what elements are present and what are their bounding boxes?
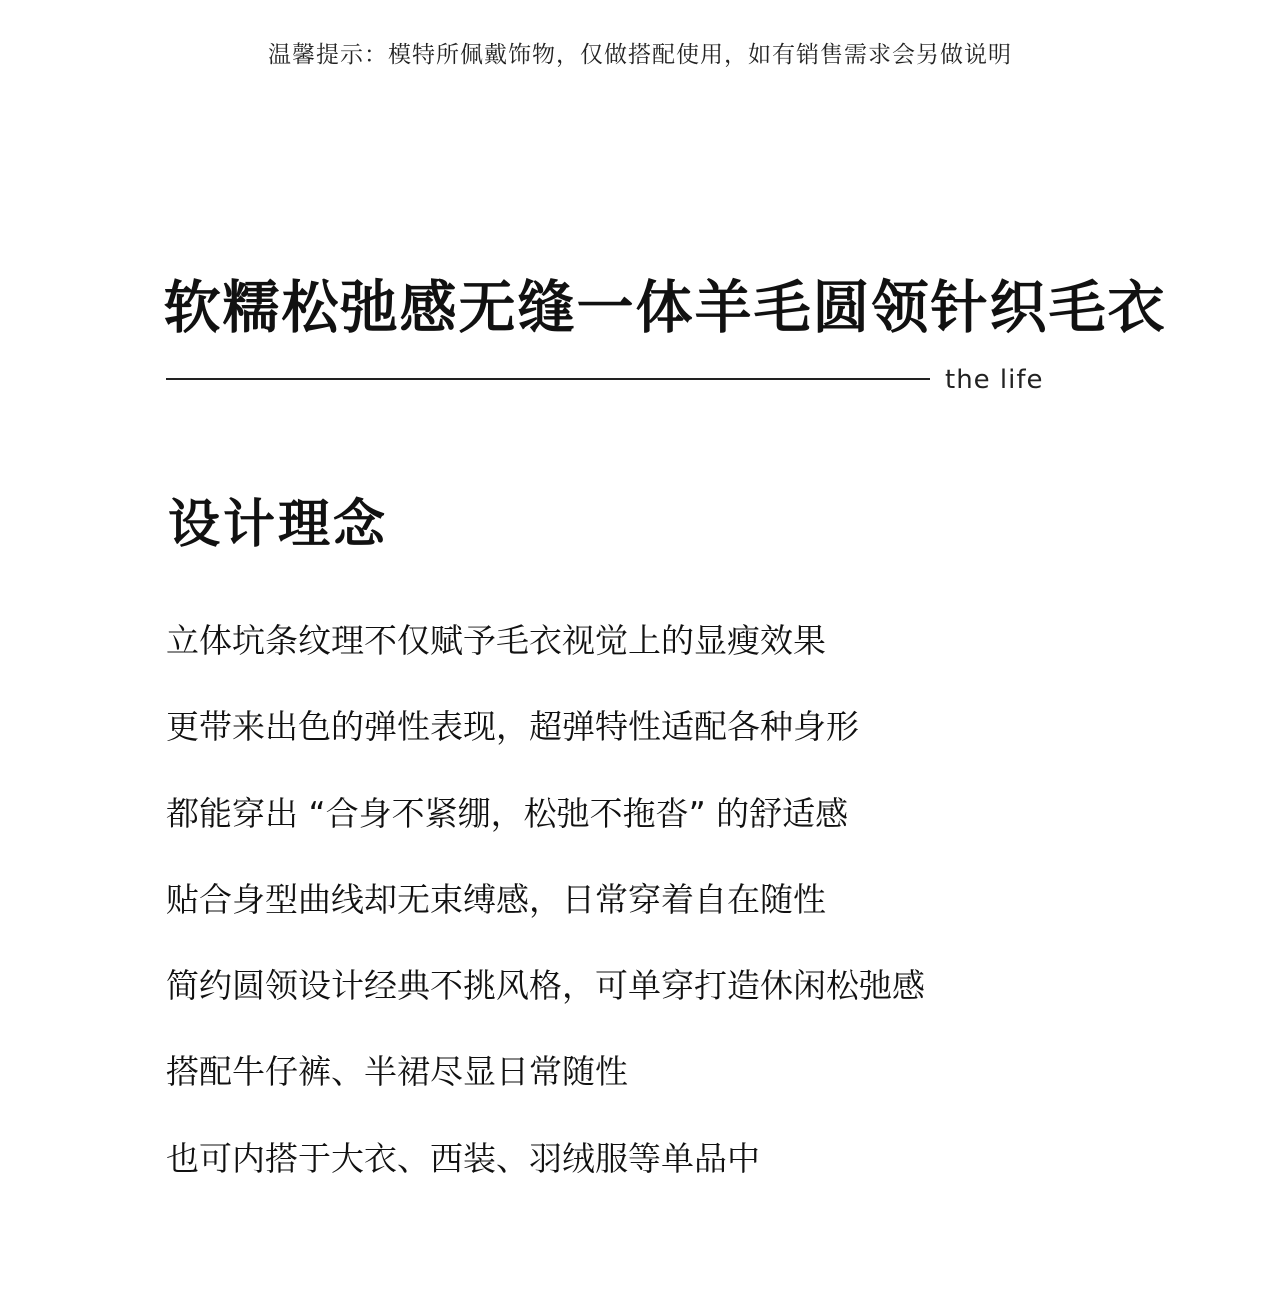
description-line: 立体坑条纹理不仅赋予毛衣视觉上的显瘦效果 — [166, 621, 826, 660]
tagline: the life — [945, 365, 1044, 395]
description-line: 简约圆领设计经典不挑风格，可单穿打造休闲松弛感 — [166, 966, 925, 1006]
design-description-list — [166, 616, 1166, 1220]
description-line: 也可内搭于大衣、西装、羽绒服等单品中 — [166, 1138, 760, 1178]
notice-text: 温馨提示：模特所佩戴饰物，仅做搭配使用，如有销售需求会另做说明 — [268, 42, 1012, 68]
description-line: 都能穿出 “合身不紧绷，松弛不拖沓” 的舒适感 — [166, 793, 849, 833]
description-line: 搭配牛仔裤、半裙尽显日常随性 — [166, 1052, 628, 1092]
product-title: 软糯松弛感无缝一体羊毛圆领针织毛衣 — [163, 275, 1167, 341]
description-line: 贴合身型曲线却无束缚感，日常穿着自在随性 — [166, 879, 826, 919]
description-line: 更带来出色的弹性表现，超弹特性适配各种身形 — [166, 707, 859, 747]
section-heading: 设计理念 — [168, 495, 389, 555]
title-divider — [166, 378, 930, 380]
